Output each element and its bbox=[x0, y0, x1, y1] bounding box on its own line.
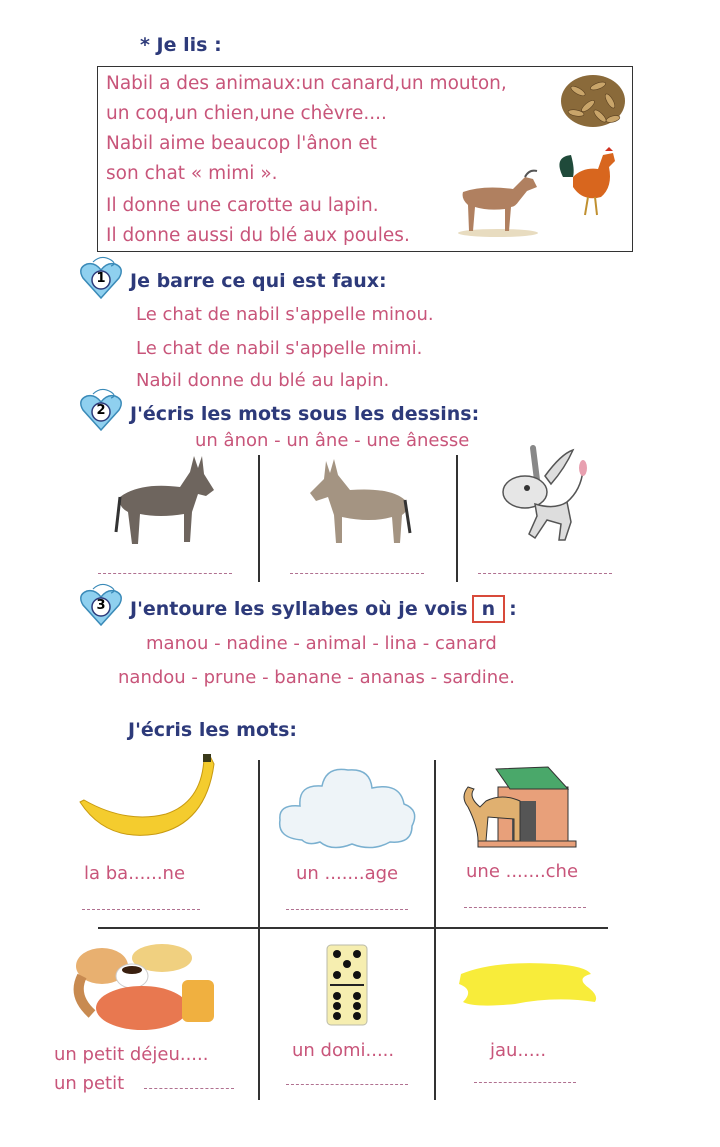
reading-line: Nabil aime beaucop l'ânon et bbox=[106, 133, 377, 154]
exercise1-number: 1 bbox=[96, 271, 106, 286]
goat-image bbox=[453, 167, 543, 237]
divider bbox=[456, 455, 458, 582]
domino-image bbox=[326, 944, 368, 1026]
colon: : bbox=[509, 598, 517, 620]
wheat-grains-image bbox=[558, 71, 628, 131]
letter-box: n bbox=[472, 595, 506, 623]
answer-line[interactable] bbox=[478, 573, 612, 574]
breakfast-image bbox=[62, 936, 227, 1032]
reading-line: Il donne une carotte au lapin. bbox=[106, 195, 379, 216]
word-prompt: un petit déjeu..... bbox=[54, 1044, 209, 1065]
reading-line: Nabil a des animaux:un canard,un mouton, bbox=[106, 73, 507, 94]
reading-box bbox=[97, 66, 633, 252]
syllable-line-2[interactable]: nandou - prune - banane - ananas - sardine. bbox=[118, 667, 515, 688]
word-prompt: un domi..... bbox=[292, 1040, 395, 1061]
divider bbox=[258, 455, 260, 582]
banana-image bbox=[76, 752, 221, 850]
exercise1-item[interactable]: Le chat de nabil s'appelle minou. bbox=[136, 304, 434, 325]
reading-line: Il donne aussi du blé aux poules. bbox=[106, 225, 410, 246]
answer-line[interactable] bbox=[98, 573, 232, 574]
answer-line[interactable] bbox=[144, 1088, 234, 1089]
syllable-line-1[interactable]: manou - nadine - animal - lina - canard bbox=[146, 633, 497, 654]
exercise3-number: 3 bbox=[96, 598, 106, 613]
exercise4-heading: J'écris les mots: bbox=[128, 719, 298, 741]
answer-line[interactable] bbox=[464, 907, 586, 908]
foal-cartoon-image bbox=[495, 440, 595, 552]
doghouse-image bbox=[458, 757, 578, 849]
divider bbox=[258, 760, 260, 1100]
exercise3-heading: J'entoure les syllabes où je vois bbox=[130, 598, 468, 620]
word-prompt: un .......age bbox=[296, 863, 399, 884]
answer-line[interactable] bbox=[290, 573, 424, 574]
exercise3-heading-row bbox=[130, 595, 517, 623]
reading-title: * Je lis : bbox=[140, 34, 222, 56]
cloud-image bbox=[272, 760, 422, 852]
answer-line[interactable] bbox=[474, 1082, 576, 1083]
yellow-scribble-image bbox=[455, 960, 605, 1010]
reading-line: un coq,un chien,une chèvre.... bbox=[106, 103, 387, 124]
answer-line[interactable] bbox=[286, 1084, 408, 1085]
exercise1-heading: Je barre ce qui est faux: bbox=[130, 270, 387, 292]
reading-line: son chat « mimi ». bbox=[106, 163, 278, 184]
divider bbox=[98, 927, 608, 929]
exercise1-item[interactable]: Nabil donne du blé au lapin. bbox=[136, 370, 390, 391]
answer-line[interactable] bbox=[82, 909, 200, 910]
word-bank: un ânon - un âne - une ânesse bbox=[195, 430, 470, 451]
word-prompt: une .......che bbox=[466, 861, 579, 882]
donkey-light-image bbox=[300, 455, 415, 550]
answer-line[interactable] bbox=[286, 909, 408, 910]
word-prompt: un petit bbox=[54, 1073, 125, 1094]
exercise2-number: 2 bbox=[96, 403, 106, 418]
rooster-image bbox=[553, 147, 623, 219]
donkey-dark-image bbox=[110, 452, 220, 552]
exercise2-heading: J'écris les mots sous les dessins: bbox=[130, 403, 480, 425]
exercise1-item[interactable]: Le chat de nabil s'appelle mimi. bbox=[136, 338, 423, 359]
word-prompt: jau..... bbox=[490, 1040, 547, 1061]
divider bbox=[434, 760, 436, 1100]
word-prompt: la ba......ne bbox=[84, 863, 186, 884]
